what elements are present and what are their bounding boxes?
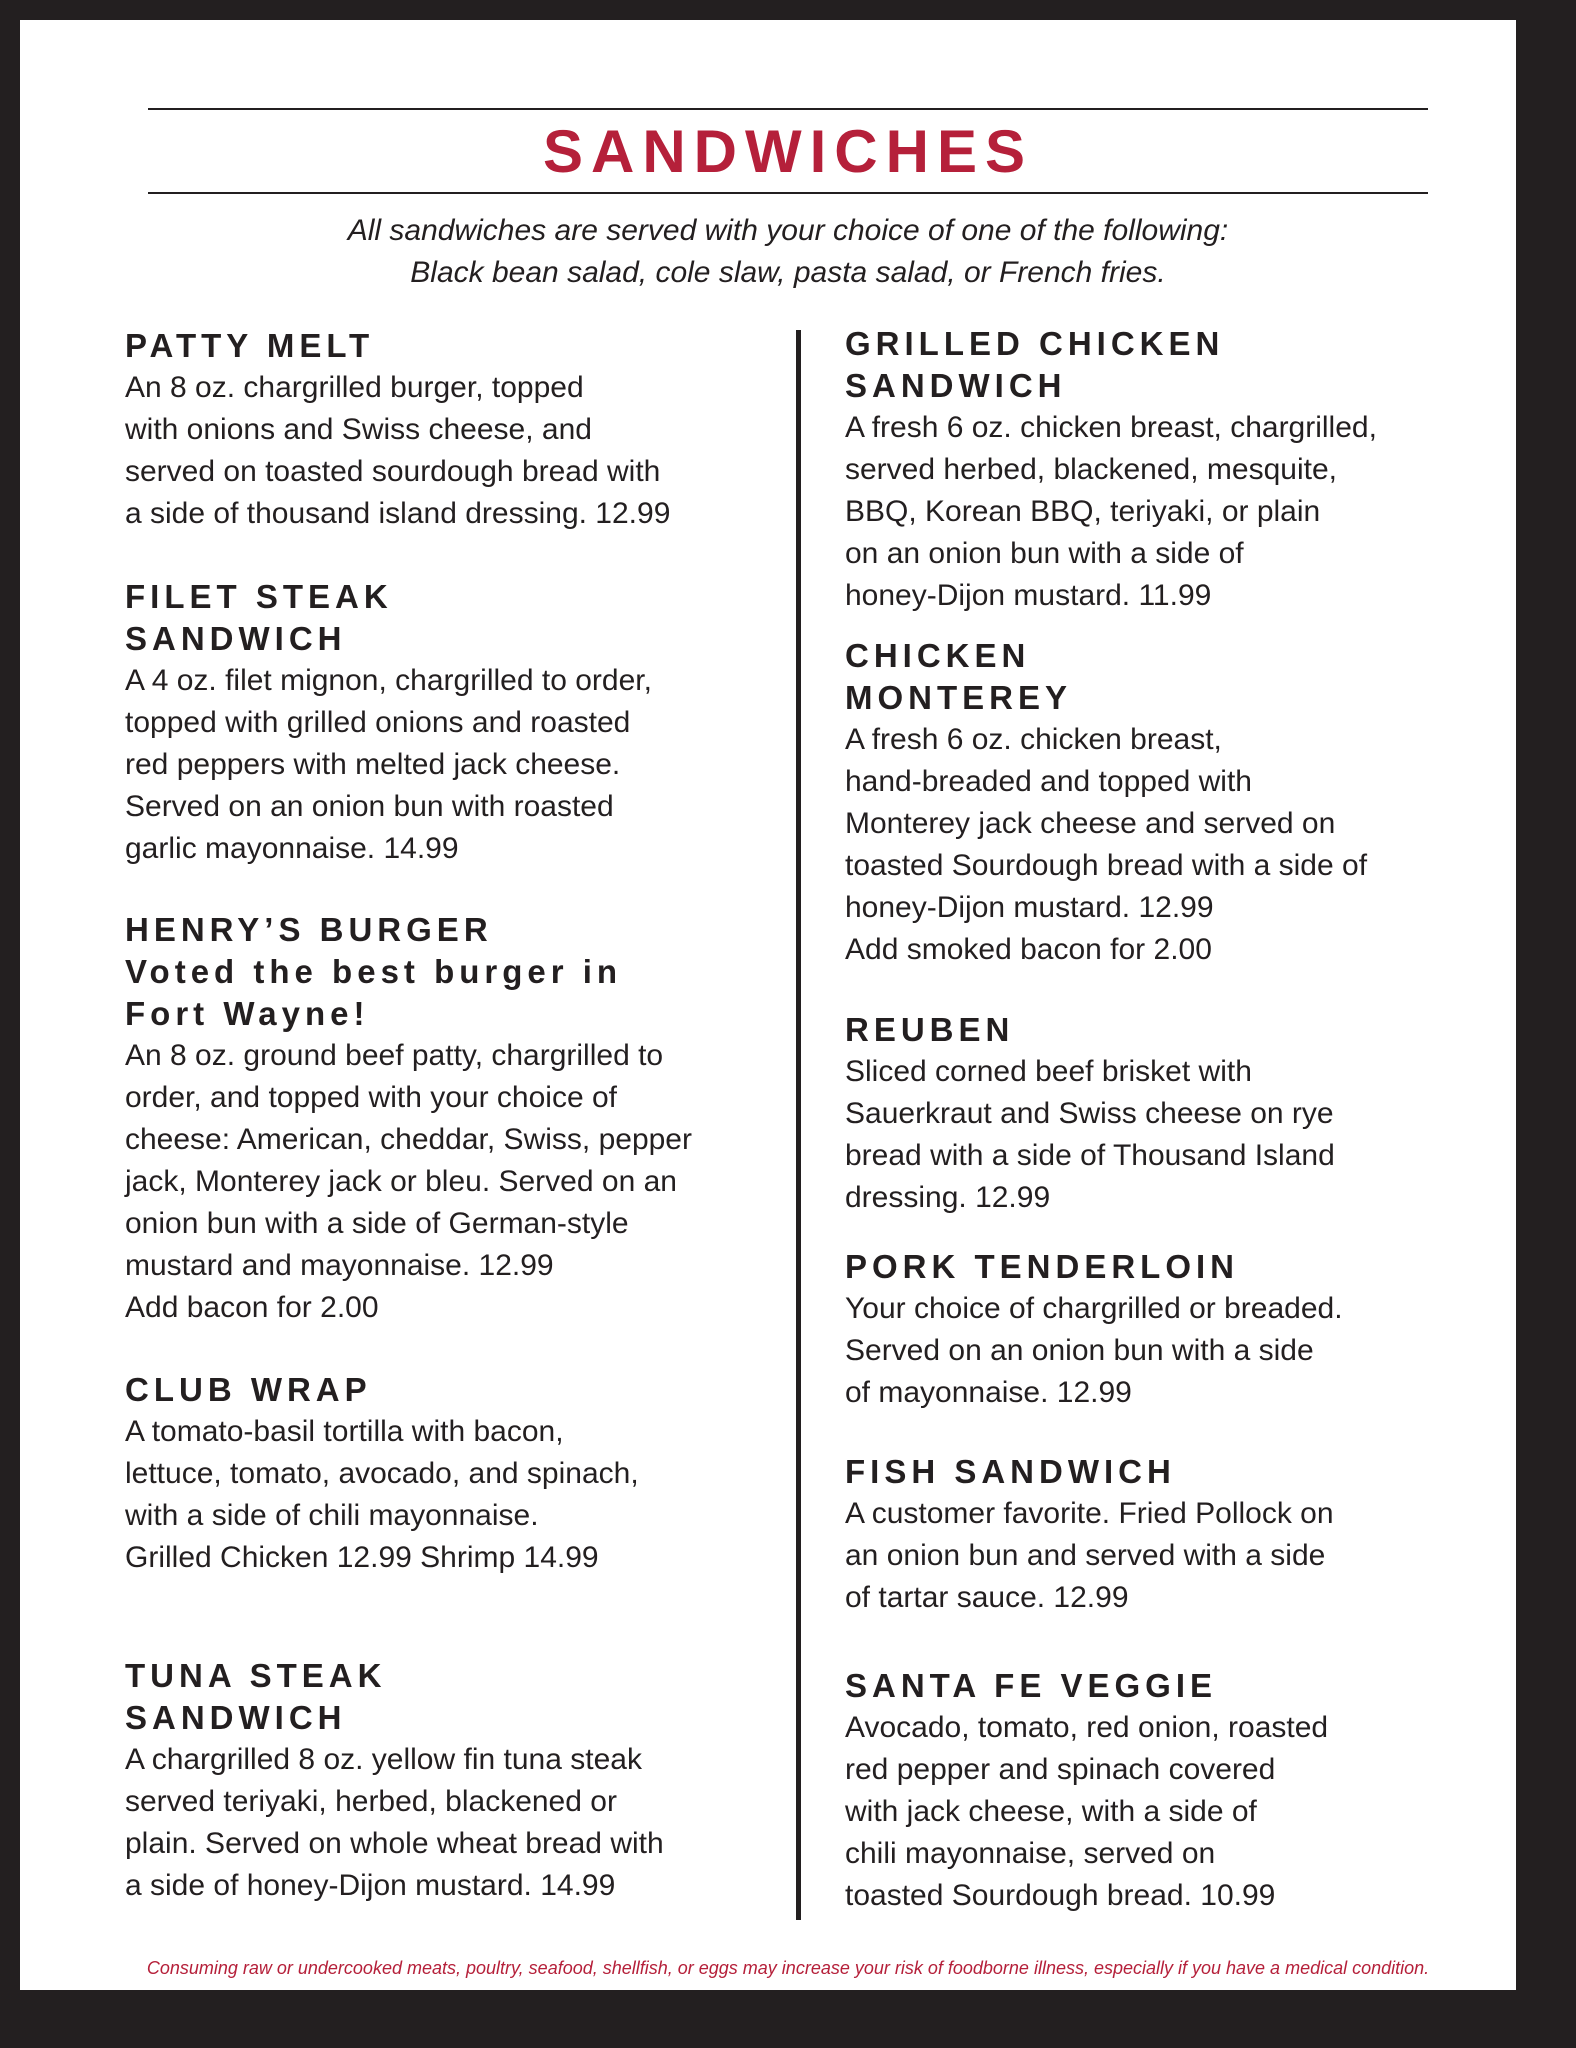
intro-line-2: Black bean salad, cole slaw, pasta salad, or French fries. (410, 256, 1166, 289)
item-name: TUNA STEAK SANDWICH (125, 1657, 387, 1736)
item-name: GRILLED CHICKEN SANDWICH (845, 325, 1225, 404)
menu-item-santa-fe-veggie (845, 1665, 1545, 1917)
menu-item-filet-steak-sandwich (125, 576, 805, 870)
item-description: A fresh 6 oz. chicken breast, chargrilled, served herbed, blackened, mesquite, BBQ, Korean BBQ, teriyaki, or plain on an onion bun with a side of honey-Dijon mustard. 11.99 (845, 411, 1377, 612)
item-description: Avocado, tomato, red onion, roasted red pepper and spinach covered with jack cheese, with a side of chili mayonnaise, served on toasted Sourdough bread. 10.99 (845, 1711, 1329, 1912)
item-description: An 8 oz. ground beef patty, chargrilled to order, and topped with your choice of cheese: American, cheddar, Swiss, pepper jack, Monterey jack or bleu. Served on an onion bun with a side of German-style mustard and mayonnaise. 12.99 Add bacon for 2.00 (125, 1039, 692, 1324)
intro-line-1: All sandwiches are served with your choice of one of the following: (347, 214, 1229, 247)
item-description: A 4 oz. filet mignon, chargrilled to order, topped with grilled onions and roasted red peppers with melted jack cheese. Served on an onion bun with roasted garlic mayonnaise. 14.99 (125, 664, 652, 865)
food-safety-disclaimer: Consuming raw or undercooked meats, poultry, seafood, shellfish, or eggs may increase your risk of foodborne illness, especially if you have a medical condition. (146, 1958, 1430, 1978)
menu-item-patty-melt (125, 325, 805, 535)
header-rule-top (148, 108, 1428, 110)
item-description: A fresh 6 oz. chicken breast, hand-breaded and topped with Monterey jack cheese and served on toasted Sourdough bread with a side of honey-Dijon mustard. 12.99 Add smoked bacon for 2.00 (845, 723, 1368, 966)
item-name: PORK TENDERLOIN (845, 1248, 1240, 1285)
item-name: HENRY’S BURGER Voted the best burger in Fort Wayne! (125, 911, 623, 1032)
item-name: CHICKEN MONTEREY (845, 637, 1073, 716)
item-name: CLUB WRAP (125, 1371, 372, 1408)
menu-item-chicken-monterey (845, 635, 1545, 971)
item-name: FILET STEAK SANDWICH (125, 578, 393, 657)
menu-item-tuna-steak-sandwich (125, 1655, 805, 1907)
item-description: A tomato-basil tortilla with bacon, lettuce, tomato, avocado, and spinach, with a side of chili mayonnaise. Grilled Chicken 12.99 Shrimp 14.99 (125, 1415, 639, 1574)
menu-item-henrys-burger (125, 909, 805, 1329)
menu-page (20, 20, 1516, 1990)
item-name: FISH SANDWICH (845, 1453, 1176, 1490)
menu-item-grilled-chicken-sandwich (845, 323, 1545, 617)
item-name: PATTY MELT (125, 327, 375, 364)
item-description: A chargrilled 8 oz. yellow fin tuna steak served teriyaki, herbed, blackened or plain. Served on whole wheat bread with a side of honey-Dijon mustard. 14.99 (125, 1743, 664, 1902)
section-title: SANDWICHES (542, 118, 1033, 185)
menu-item-pork-tenderloin (845, 1246, 1545, 1414)
menu-item-club-wrap (125, 1369, 805, 1579)
item-name: SANTA FE VEGGIE (845, 1667, 1218, 1704)
header-rule-bottom (148, 192, 1428, 194)
item-description: Your choice of chargrilled or breaded. Served on an onion bun with a side of mayonnaise. 12.99 (845, 1292, 1343, 1409)
section-intro (20, 210, 1556, 294)
item-name: REUBEN (845, 1011, 1015, 1048)
item-description: An 8 oz. chargrilled burger, topped with onions and Swiss cheese, and served on toasted sourdough bread with a side of thousand island dressing. 12.99 (125, 371, 671, 530)
item-description: Sliced corned beef brisket with Sauerkraut and Swiss cheese on rye bread with a side of Thousand Island dressing. 12.99 (845, 1055, 1335, 1214)
menu-item-fish-sandwich (845, 1451, 1545, 1619)
item-description: A customer favorite. Fried Pollock on an onion bun and served with a side of tartar sauce. 12.99 (845, 1497, 1334, 1614)
menu-item-reuben (845, 1009, 1545, 1219)
